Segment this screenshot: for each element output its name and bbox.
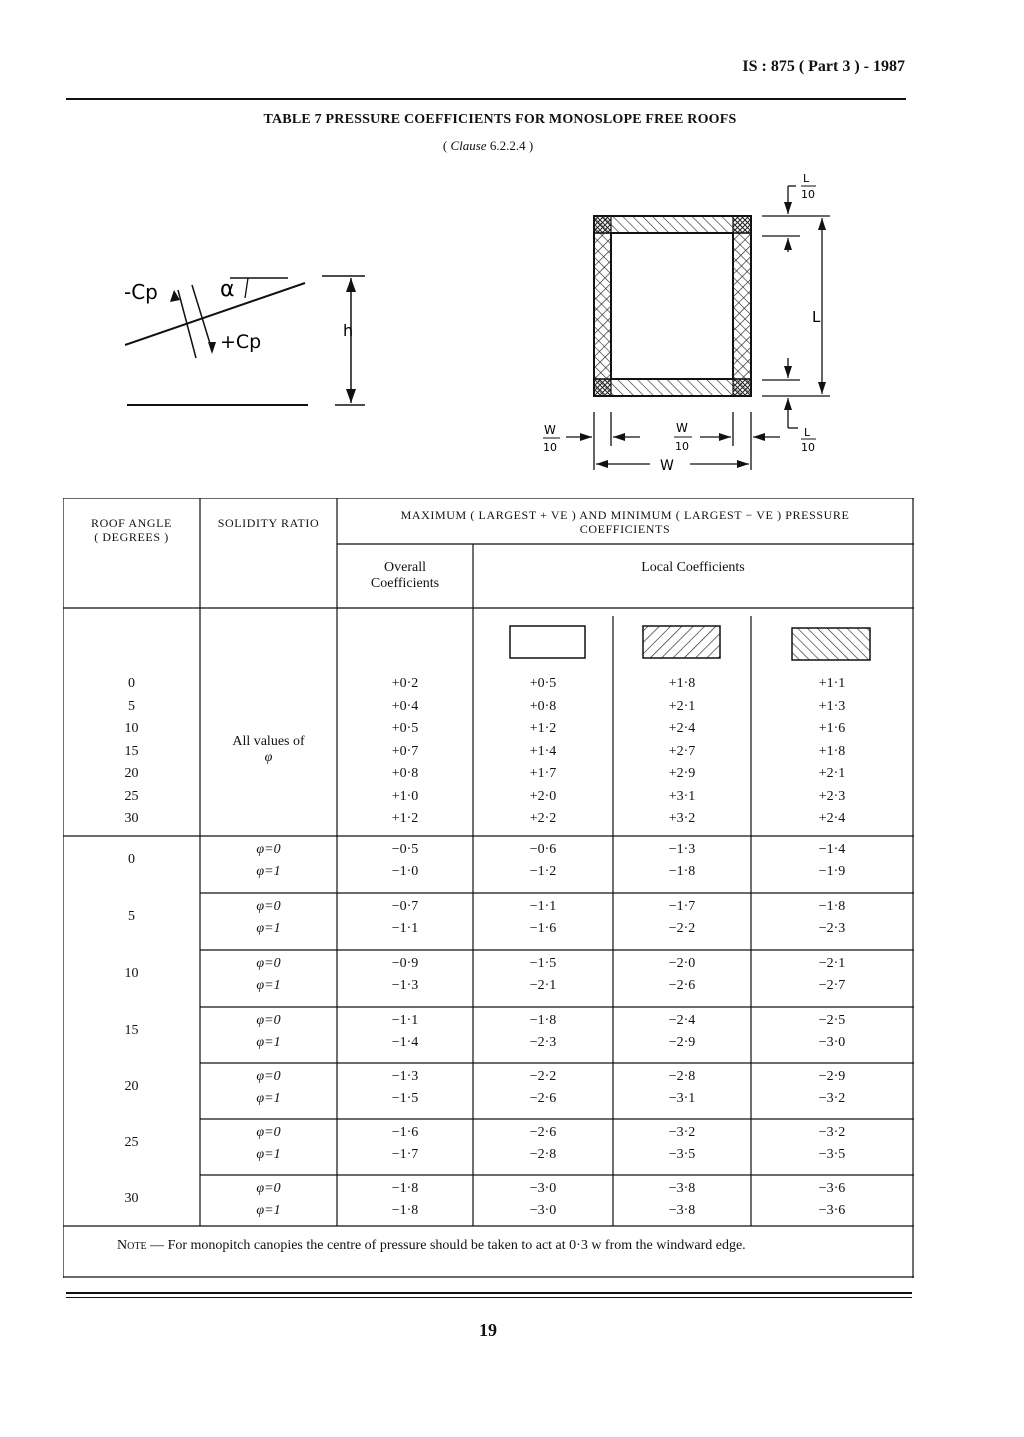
height-label: h (343, 321, 354, 340)
lower-angle-1: 5 (128, 909, 135, 924)
upper-angle-6: 30 (124, 811, 139, 826)
width-label: W (660, 458, 674, 474)
upper-angles (63, 673, 200, 831)
lower-l3-b-1: −2·3 (818, 921, 846, 936)
overall-text: Overall (384, 560, 426, 575)
lower-o-b-6: −1·8 (391, 1203, 419, 1218)
header-max-min (345, 508, 905, 536)
phi-one-0: φ=1 (256, 864, 281, 879)
lower-l3-a-0: −1·4 (818, 842, 846, 857)
lower-l3-b-6: −3·6 (818, 1203, 846, 1218)
lower-l1-a-4: −2·2 (529, 1069, 557, 1084)
pressure-coefficient-table (63, 498, 914, 1278)
lower-angle-2: 10 (124, 966, 139, 981)
upper-angle-1: 5 (128, 698, 135, 714)
lower-l1-b-1: −1·6 (529, 921, 557, 936)
phi-zero-6: φ=0 (256, 1181, 281, 1196)
all-values-text: All values of (232, 734, 305, 749)
clause-number: 6.2.2.4 (489, 138, 526, 153)
upper-local1-value-0: +0·5 (529, 676, 557, 691)
lower-l2-a-1: −1·7 (668, 899, 696, 914)
upper-angle-0: 0 (128, 676, 135, 691)
w10-left-den: 10 (543, 441, 557, 454)
lower-o-a-2: −0·9 (391, 956, 419, 971)
lower-l2-b-0: −1·8 (668, 864, 696, 879)
upper-local2-value-3: +2·7 (668, 743, 696, 759)
upper-local2-value-6: +3·2 (668, 811, 696, 826)
lower-o-a-6: −1·8 (391, 1181, 419, 1196)
upper-overall-value-3: +0·7 (391, 743, 419, 759)
upper-local3-value-4: +2·1 (818, 766, 846, 781)
lower-l2-b-6: −3·8 (668, 1203, 696, 1218)
lower-l1-b-6: −3·0 (529, 1203, 557, 1218)
overall-coefficients-text: Coefficients (370, 576, 440, 591)
lower-o-b-3: −1·4 (391, 1035, 419, 1050)
lower-o-a-4: −1·3 (391, 1069, 419, 1084)
lower-l2-b-2: −2·6 (668, 978, 696, 993)
lower-o-b-5: −1·7 (391, 1147, 419, 1162)
upper-overall-value-2: +0·5 (391, 721, 419, 736)
phi-one-4: φ=1 (256, 1091, 281, 1106)
upper-overall-value-1: +0·4 (391, 698, 419, 714)
lower-l3-b-2: −2·7 (818, 978, 846, 993)
lower-l1-a-3: −1·8 (529, 1013, 557, 1028)
lower-l1-a-5: −2·6 (529, 1125, 557, 1140)
note-label: Note — (117, 1238, 165, 1253)
upper-local3-value-0: +1·1 (818, 676, 846, 691)
lower-angle-5: 25 (124, 1135, 139, 1150)
zone-icon-cross-hatched (792, 628, 870, 660)
lower-o-a-5: −1·6 (391, 1125, 419, 1140)
phi-one-1: φ=1 (256, 921, 281, 936)
lower-l3-a-6: −3·6 (818, 1181, 846, 1196)
degrees-text: ( DEGREES ) (94, 530, 169, 544)
lower-angle-4: 20 (124, 1079, 139, 1094)
lower-l2-b-5: −3·5 (668, 1147, 696, 1162)
lower-l3-b-5: −3·5 (818, 1147, 846, 1162)
lower-angle-6: 30 (124, 1191, 139, 1206)
w10-left-num: W (544, 423, 556, 437)
upper-overall-value-6: +1·2 (391, 811, 419, 826)
lower-l3-b-3: −3·0 (818, 1035, 846, 1050)
lower-l3-b-4: −3·2 (818, 1091, 846, 1106)
lower-l3-a-1: −1·8 (818, 899, 846, 914)
upper-overall (337, 673, 473, 831)
table-note (87, 1238, 902, 1254)
upper-local1-value-3: +1·4 (529, 743, 557, 759)
lower-l2-a-0: −1·3 (668, 842, 696, 857)
lower-l1-b-5: −2·8 (529, 1147, 557, 1162)
lower-o-b-2: −1·3 (391, 978, 419, 993)
header-solidity-ratio: SOLIDITY RATIO (217, 516, 320, 530)
header-overall (337, 560, 473, 592)
upper-local1-value-6: +2·2 (529, 811, 557, 826)
lower-l2-a-5: −3·2 (668, 1125, 696, 1140)
l10-bot-den: 10 (801, 441, 815, 454)
upper-overall-value-5: +1·0 (391, 788, 419, 804)
phi-one-2: φ=1 (256, 978, 281, 993)
upper-local1-value-4: +1·7 (529, 766, 557, 781)
roof-plan-diagram (566, 186, 830, 470)
lower-l3-b-0: −1·9 (818, 864, 846, 879)
upper-local3-value-5: +2·3 (818, 788, 846, 804)
lower-l1-b-3: −2·3 (529, 1035, 557, 1050)
lower-o-b-1: −1·1 (391, 921, 419, 936)
l10-bot-num: L (804, 426, 811, 439)
lower-l1-b-4: −2·6 (529, 1091, 557, 1106)
upper-local-1 (473, 673, 613, 831)
upper-local2-value-0: +1·8 (668, 676, 696, 691)
lower-o-b-4: −1·5 (391, 1091, 419, 1106)
lower-l1-b-2: −2·1 (529, 978, 557, 993)
upper-local-2 (613, 673, 751, 831)
upper-local-3 (751, 673, 913, 831)
alpha-label: α (220, 277, 235, 302)
upper-local2-value-4: +2·9 (668, 766, 696, 781)
standard-reference: IS : 875 ( Part 3 ) - 1987 (742, 58, 905, 75)
upper-overall-value-4: +0·8 (391, 766, 419, 781)
table-title: TABLE 7 PRESSURE COEFFICIENTS FOR MONOSLOPE FREE ROOFS (263, 112, 737, 127)
footer-rule (66, 1292, 912, 1294)
upper-local2-value-2: +2·4 (668, 721, 696, 736)
l10-top-num: L (803, 172, 810, 185)
length-label: L (812, 308, 821, 326)
lower-o-a-0: −0·5 (391, 842, 419, 857)
lower-l3-a-2: −2·1 (818, 956, 846, 971)
upper-angle-4: 20 (124, 766, 139, 781)
lower-l1-a-1: −1·1 (529, 899, 557, 914)
phi-zero-4: φ=0 (256, 1069, 281, 1084)
lower-l2-b-1: −2·2 (668, 921, 696, 936)
lower-angle-3: 15 (124, 1023, 139, 1038)
zone-icon-hatched (643, 626, 720, 658)
upper-local3-value-1: +1·3 (818, 698, 846, 714)
phi-one-6: φ=1 (256, 1203, 281, 1218)
lower-l2-a-4: −2·8 (668, 1069, 696, 1084)
lower-l1-b-0: −1·2 (529, 864, 557, 879)
phi-zero-1: φ=0 (256, 899, 281, 914)
lower-o-b-0: −1·0 (391, 864, 419, 879)
phi-zero-3: φ=0 (256, 1013, 281, 1028)
lower-l3-a-4: −2·9 (818, 1069, 846, 1084)
phi-symbol: φ (264, 750, 273, 765)
footer-rule-thin (66, 1297, 912, 1298)
lower-l2-a-6: −3·8 (668, 1181, 696, 1196)
lower-o-a-3: −1·1 (391, 1013, 419, 1028)
clause-reference: ( Clause 6.2.2.4 ) (442, 138, 534, 153)
max-min-text: MAXIMUM ( LARGEST + VE ) AND MINIMUM ( LARGEST − VE ) PRESSURE (400, 508, 850, 522)
lower-angle-0: 0 (128, 852, 135, 867)
page-number: 19 (479, 1320, 497, 1340)
upper-local3-value-3: +1·8 (818, 743, 846, 759)
upper-local1-value-2: +1·2 (529, 721, 557, 736)
upper-local3-value-6: +2·4 (818, 811, 846, 826)
upper-local1-value-5: +2·0 (529, 788, 557, 804)
upper-angle-5: 25 (124, 788, 139, 804)
w10-mid-den: 10 (675, 440, 689, 453)
upper-local2-value-5: +3·1 (668, 788, 696, 804)
l10-top-den: 10 (801, 188, 815, 201)
upper-local2-value-1: +2·1 (668, 698, 696, 714)
phi-zero-5: φ=0 (256, 1125, 281, 1140)
upper-local3-value-2: +1·6 (818, 721, 846, 736)
lower-l3-a-3: −2·5 (818, 1013, 846, 1028)
lower-o-a-1: −0·7 (391, 899, 419, 914)
lower-l2-a-3: −2·4 (668, 1013, 696, 1028)
w10-mid-num: W (676, 421, 688, 435)
lower-l2-a-2: −2·0 (668, 956, 696, 971)
lower-l3-a-5: −3·2 (818, 1125, 846, 1140)
roof-angle-text: ROOF ANGLE (90, 516, 172, 530)
note-text: For monopitch canopies the centre of pressure should be taken to act at 0·3 w from the windward edge. (167, 1238, 746, 1253)
phi-zero-0: φ=0 (256, 842, 281, 857)
lower-l1-a-0: −0·6 (529, 842, 557, 857)
figures (0, 0, 1024, 500)
lower-l1-a-2: −1·5 (529, 956, 557, 971)
clause-word: Clause (450, 138, 487, 153)
upper-angle-3: 15 (124, 743, 139, 759)
pos-cp-label: +Cp (220, 331, 262, 353)
all-values-phi (200, 734, 337, 766)
zone-icon-plain (510, 626, 585, 658)
phi-one-5: φ=1 (256, 1147, 281, 1162)
header-roof-angle (63, 516, 200, 544)
lower-l2-b-3: −2·9 (668, 1035, 696, 1050)
coefficients-text: COEFFICIENTS (579, 522, 671, 536)
neg-cp-label: -Cp (124, 280, 158, 304)
phi-zero-2: φ=0 (256, 956, 281, 971)
upper-overall-value-0: +0·2 (391, 676, 419, 691)
phi-one-3: φ=1 (256, 1035, 281, 1050)
lower-l1-a-6: −3·0 (529, 1181, 557, 1196)
upper-angle-2: 10 (124, 721, 139, 736)
header-local: Local Coefficients (641, 560, 745, 575)
upper-local1-value-1: +0·8 (529, 698, 557, 714)
lower-l2-b-4: −3·1 (668, 1091, 696, 1106)
